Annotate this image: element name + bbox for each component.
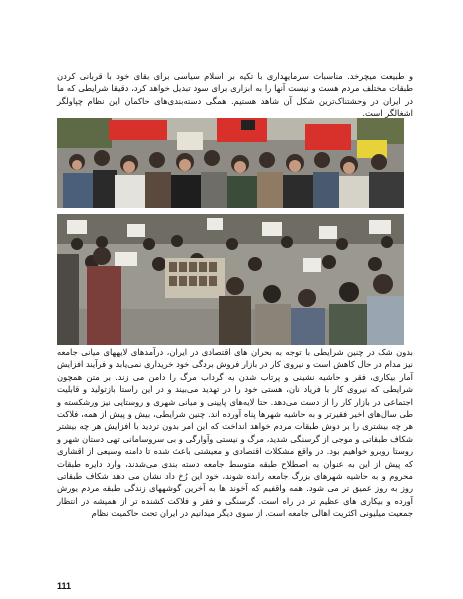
body-paragraph-bottom: بدون شک در چنین شرایطی با توجه به بحران های اقتصادی در ایران، درآمدهای لایههای میانی جامعه نیز مدام در حال کاهش است و نیروی کار در بازار فروش بردگی خود خریداری نمی‌یابد و فرآیند افزایش آمار بیکاری، فقر و حاشیه نشینی و پرتاب شدن به گرداب مرگ را دامن می زند. بر متن همچون شرایطی که نیروی کار با فریاد نان، هستی خود را در تهدید می‌بیند و در این راستا بازتولید و قابلیت اجتماعی در بازار کار را از دست می‌دهد. حتا لایه‌های پایینی و میانی شهری و روستایی نیز ورشکسته و طی سال‌های اخیر فقیرتر و به حاشیه شهرها پناه آورده اند. چنین شرایطی، بیش و پیش از همه، فلاکت هر چه بیشتری را بر دوش طبقات مردم خواهد انداخت که این امر بدون تردید با افزایش هر چه بیشتر شکاف طبقاتی و موجی از گرسنگی شدید، مرگ و نیستی وآوارگی و بی سروسامانی تهی دستان شهر و روستا روبرو خواهیم بود. در واقع مشکلات اقتصادی و معیشتی باعث شده تا دامنه وسیعی از اقشاری که پیش از این به عنوان به اصطلاح طبقه متوسط جامعه دسته بندی می‌شدند، وارد دایره طبقات محروم و به حاشیه شهرهای بزرگ جامعه رانده شوند، خود این رُخ داد نشان می دهد شکاف طبقاتی روز به روز عمیق تر می شود. همه واقفیم که آخوند ها به آخرین گوشههای زندگی طبقه مردم یورش آورده و بیکاری های عظیم تر در راه است. گرسنگی و فقر و فلاکت کشنده تر از همیشه در انتظار جمعیت میلیونی اکثریت اهالی جامعه است. از سوی دیگر میدانیم در ایران تحت حاکمیت نظام	[57, 347, 413, 519]
page-number: 111	[57, 581, 72, 591]
protest-photo-top	[57, 118, 404, 208]
body-paragraph-top: و طبیعت میچرخد. مناسبات سرمایهداری با تکیه بر اسلام سیاسی برای بقای خود با قربانی کردن طبقات مختلف مردم هست و نیست آنها را به ابزاری برای سود تبدیل خواهد کرد، دقیقا شرایطی که ما در ایران در وحشتناک‌ترین شکل آن شاهد هستیم. همگی دسته‌بندی‌های حاکمان این نظام چپاولگر اشغالگر است.	[57, 71, 413, 119]
protest-photo-bottom	[57, 214, 404, 345]
